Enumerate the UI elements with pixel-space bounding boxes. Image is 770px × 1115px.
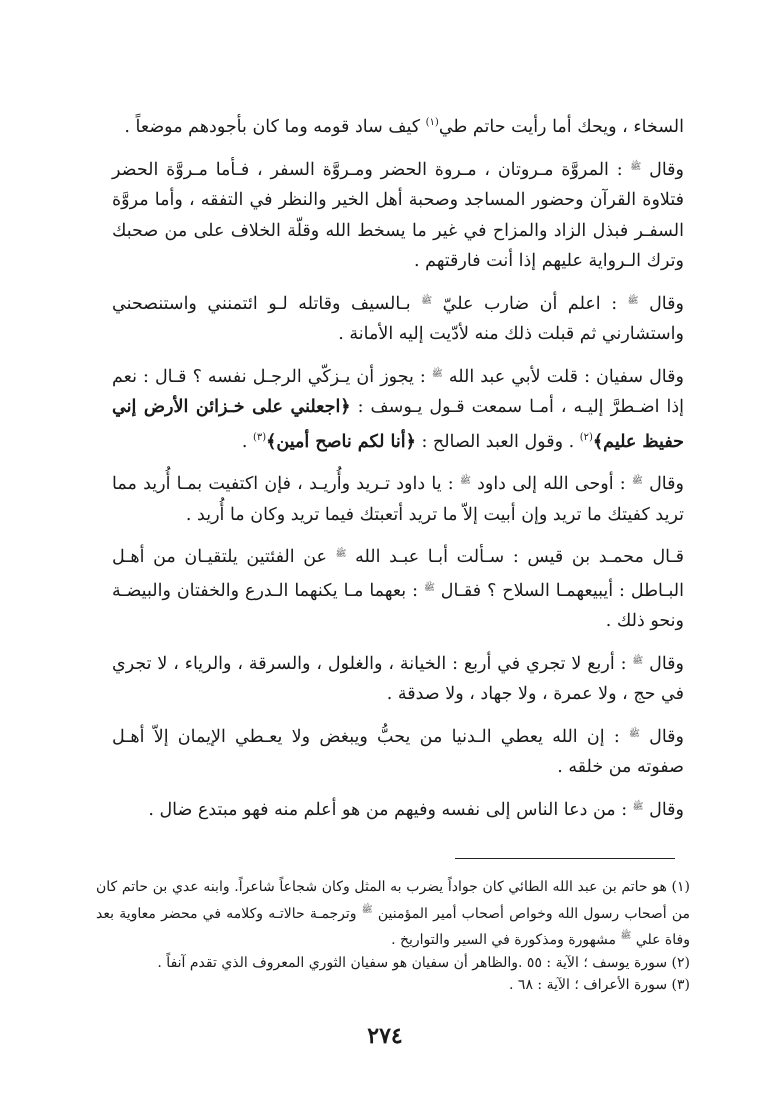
text-span: السخاء ، ويحك أما رأيت حاتم طي	[438, 117, 684, 137]
text-span: وقال	[649, 726, 684, 747]
paragraph-3	[112, 286, 684, 350]
honorific-icon: ﷺ	[631, 476, 643, 486]
quran-quote: ﴿اجعلني على خـزائن الأرض إني حفيظ عليم﴾	[112, 397, 684, 452]
text-span: وقال	[649, 293, 684, 314]
footnotes	[96, 876, 690, 997]
text-span: : أوحى الله إلى داود	[477, 474, 626, 494]
text-span: وقال	[649, 799, 684, 820]
text-span: . وقول العبد الصالح :	[421, 431, 575, 452]
quran-quote: ﴿أنا لكم ناصح أمين﴾	[266, 431, 416, 452]
honorific-icon: ﷺ	[629, 728, 640, 739]
footnote-text: (١) هو حاتم بن عبد الله الطائي كان جواداً يضرب به المثل وكان شجاعاً شاعراً. وابنه عدي بن حاتم كان من أصحاب رسول الله وخواص أصحاب أمير المؤمنين	[96, 879, 691, 922]
footnote-ref-1[interactable]: (١)	[425, 117, 439, 128]
paragraph-5	[112, 466, 684, 530]
text-span: قـال محمـد بن قيس : سـألت أبـا عبـد الله	[355, 547, 684, 567]
footnote-text: مشهورة ومذكورة في السير والتواريخ .	[391, 932, 617, 948]
footnote-ref-3[interactable]: (٣)	[252, 431, 267, 443]
paragraph-8	[112, 719, 684, 783]
footnote-text: وترجمـة حالاتـه وكلامه في محضر معاوية بعد وفاة علي	[96, 905, 690, 948]
text-span: : من دعا الناس إلى نفسه وفيهم من هو أعلم منه فهو مبتدع ضال .	[148, 799, 628, 820]
honorific-icon: ﷺ	[627, 295, 639, 306]
honorific-icon: ﷺ	[421, 295, 433, 306]
text-span: : أربع لا تجري في أربع : الخيانة ، والغلول ، والسرقة ، والرياء ، لا تجري في حج ، ولا عمرة ، ولا جهاد ، ولا صدقة .	[112, 653, 684, 704]
honorific-icon: ﷺ	[361, 904, 373, 915]
text-span: كيف ساد قومه وما كان بأجودهم موضعاً .	[124, 117, 421, 137]
text-span: : اعلم أن ضارب عليّ	[442, 293, 618, 314]
honorific-icon: ﷺ	[423, 582, 435, 593]
paragraph-4	[112, 359, 684, 458]
text-span: : يجوز أن يـزكّي الرجـل نفسه ؟ قـال : نعم إذا اضـطرَّ إليـه ، أمـا سمعت قـول يـوسف :	[112, 366, 684, 417]
text-span: وقال سفيان : قلت لأبي عبد الله	[448, 366, 684, 387]
footnote-3: (٣) سورة الأعراف ؛ الآية : ٦٨ .	[509, 977, 690, 993]
honorific-icon: ﷺ	[630, 161, 642, 172]
honorific-icon: ﷺ	[620, 931, 632, 941]
paragraph-7	[112, 646, 684, 710]
honorific-icon: ﷺ	[632, 655, 644, 666]
paragraph-6	[112, 539, 684, 637]
honorific-icon: ﷺ	[459, 476, 471, 486]
paragraph-2	[112, 152, 684, 277]
text-span: : بعهما مـا يكنهما الـدرع والخفتان والبيضـة ونحو ذلك .	[112, 580, 684, 631]
main-text	[112, 108, 684, 834]
paragraph-1	[112, 108, 684, 143]
text-span: عن الفئتين يلتقيـان من أهـل البـاطل : أيبيعهمـا السلاح ؟ فقـال	[112, 547, 684, 601]
honorific-icon: ﷺ	[335, 549, 347, 559]
page-number: ٢٧٤	[367, 1023, 403, 1049]
text-span: وقال	[649, 159, 684, 180]
footnote-ref-2[interactable]: (٢)	[579, 431, 593, 443]
text-span: : إن الله يعطي الـدنيا من يحبُّ ويبغض ولا يعـطي الإيمان إلاّ أهـل صفوته من خلقه .	[112, 726, 684, 777]
footnote-2: (٢) سورة يوسف ؛ الآية : ٥٥ .والظاهر أن سفيان هو سفيان الثوري المعروف الذي تقدم آنفاً .	[157, 954, 690, 971]
honorific-icon: ﷺ	[431, 368, 443, 379]
text-span: : المروَّة مـروتان ، مـروة الحضر ومـروَّة السفر ، فـأما مـروَّة الحضر فتلاوة القرآن وحضور المساجد وصحبة أهل الخير والنظر في التفقه ، وأما مروَّة السفـر فبذل الزاد والمزاح في غير ما يسخط الله وقلّة الخلاف على من صحبك وترك الـرواية عليهم إذا أنت فارقتهم .	[112, 159, 684, 271]
text-span: : يا داود تـريد وأُريـد ، فإن اكتفيت بمـا أُريد مما تريد كفيتك ما تريد وإن أبيت إلاّ ما تريد أتعبتك فيما تريد وكان ما أُريد .	[112, 474, 684, 525]
text-span: وقال	[649, 474, 684, 494]
footnote-divider	[455, 858, 675, 859]
paragraph-9	[112, 792, 684, 826]
text-span: وقال	[649, 653, 684, 674]
honorific-icon: ﷺ	[632, 801, 644, 812]
footnote-1	[96, 876, 690, 952]
text-span: بـالسيف وقاتله لـو ائتمنني واستنصحني واستشارني ثم قبلت ذلك منه لأدّيت إليه الأمانة .	[112, 293, 684, 344]
text-span: .	[241, 431, 248, 452]
